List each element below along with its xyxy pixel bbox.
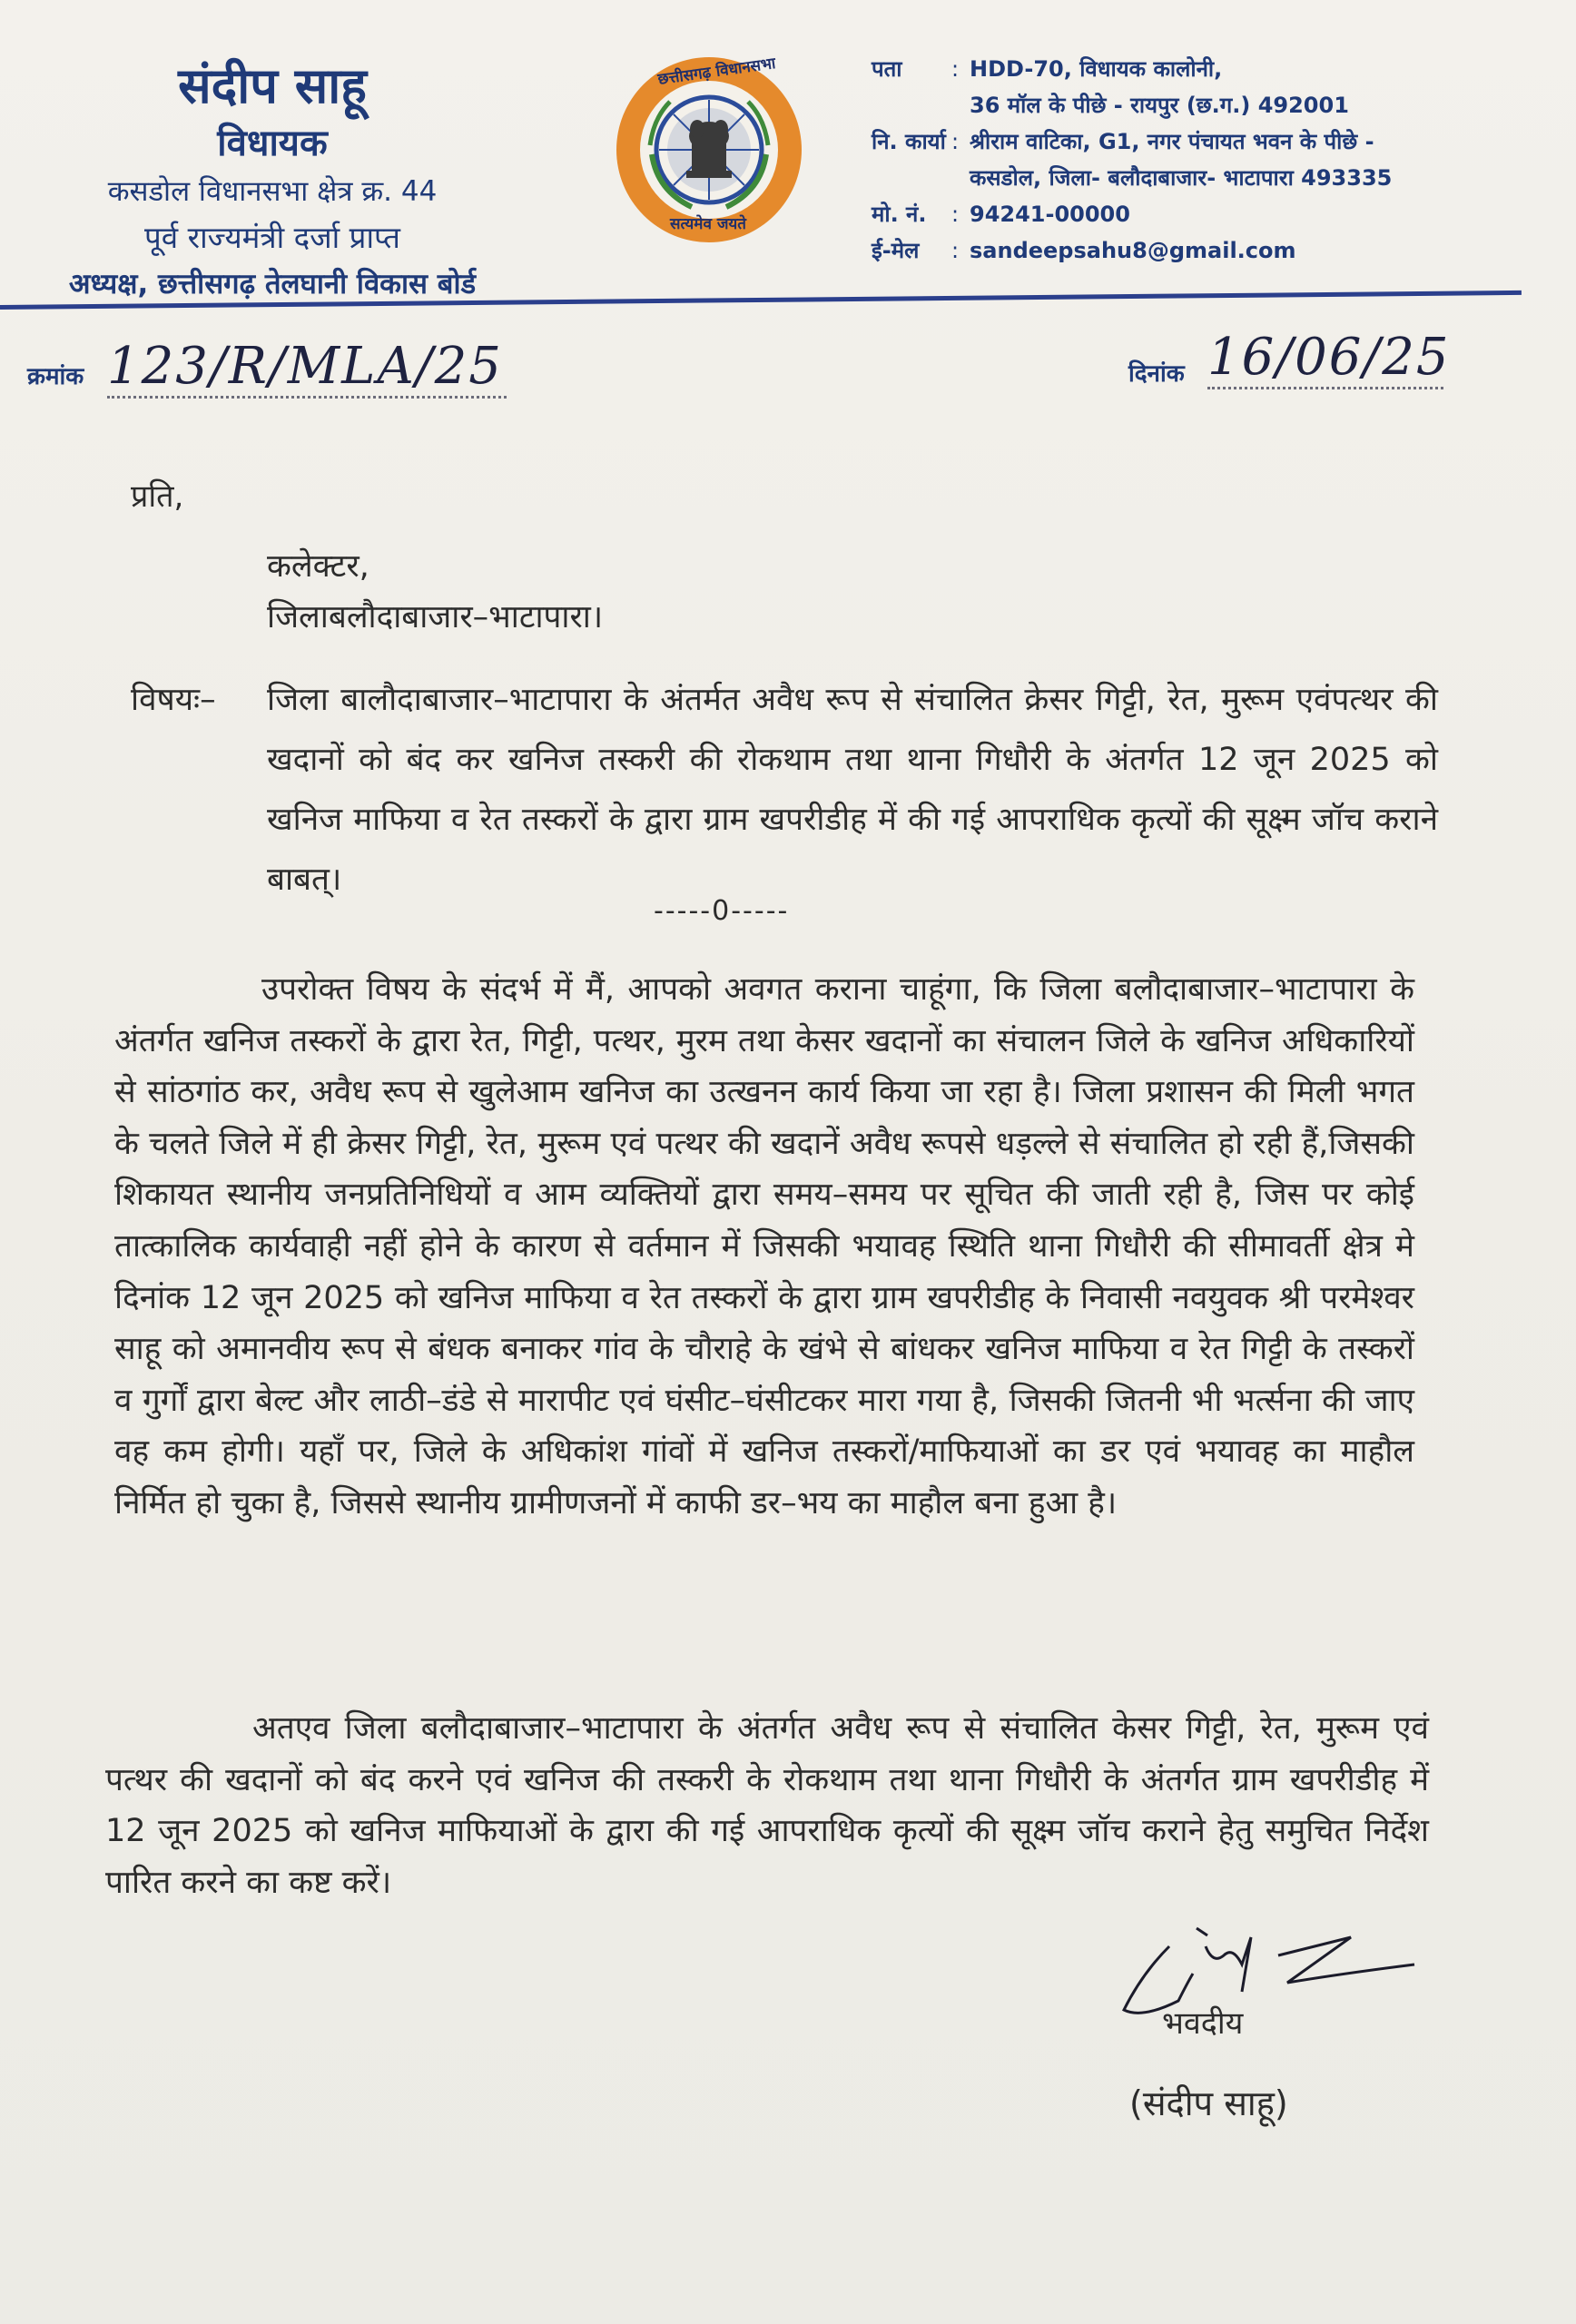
office-label: नि. कार्या [872, 129, 946, 154]
subject-text: जिला बालौदाबाजार–भाटापारा के अंतर्मत अवैध रूप से संचालित क्रेसर गिट्टी, रेत, मुरूम एवंपत्थर की खदानों को बंद कर खनिज तस्करी की रोकथाम तथा थाना गिधौरी के अंतर्गत 12 जून 2025 को खनिज माफिया व रेत तस्करों के द्वारा ग्राम खपरीडीह में की गई आपराधिक कृत्यों की सूक्ष्म जॉच कराने बाबत्। [267, 682, 1438, 898]
signer-name: (संदीप साहू) [1129, 2083, 1288, 2123]
seal-top-text: छत्तीसगढ़ विधानसभा [656, 54, 777, 89]
date-value: 16/06/25 [1207, 329, 1443, 389]
addressee [267, 541, 603, 643]
address-value: HDD-70, विधायक कालोनी, [970, 56, 1223, 82]
closing-salutation: भवदीय [1162, 2005, 1244, 2042]
mla-name: संदीप साहू [178, 57, 367, 114]
letterhead-identity [18, 54, 527, 307]
office-label [872, 160, 951, 196]
mla-designation: विधायक [217, 123, 328, 164]
addressee-title: कलेक्टर, [267, 548, 369, 585]
request-paragraph: अतएव जिला बलौदाबाजार–भाटापारा के अंतर्गत अवैध रूप से संचालित केसर गिट्टी, रेत, मुरूम एवं पत्थर की खदानों को बंद करने एवं खनिज की तस्करी के रोकथाम तथा थाना गिधौरी के अंतर्गत ग्राम खपरीडीह में 12 जून 2025 को खनिज माफियाओं के द्वारा की गई आपराधिक कृत्यों की सूक्ष्म जॉच कराने हेतु समुचित निर्देश पारित करने का कष्ट करें। [105, 1710, 1429, 1901]
reference-number: 123/R/MLA/25 [107, 338, 507, 399]
addressee-district: जिलाबलौदाबाजार–भाटापारा। [267, 599, 604, 635]
subject-label: विषयः– [131, 682, 216, 718]
address-value: 36 मॉल के पीछे - रायपुर (छ.ग.) 492001 [970, 93, 1349, 118]
to-label: प्रति, [131, 478, 184, 515]
address-row: पता : HDD-70, विधायक कालोनी, [872, 51, 1543, 87]
office-value: श्रीराम वाटिका, G1, नगर पंचायत भवन के पीछे - [970, 129, 1374, 154]
reference-label: क्रमांक [27, 363, 84, 390]
separator: -----0----- [654, 895, 790, 927]
phone-value: 94241-00000 [970, 202, 1130, 227]
phone-label: मो. नं. [872, 202, 927, 227]
office-row: नि. कार्या : श्रीराम वाटिका, G1, नगर पंचायत भवन के पीछे - [872, 123, 1543, 160]
body-paragraph: उपरोक्त विषय के संदर्भ में मैं, आपको अवगत कराना चाहूंगा, कि जिला बलौदाबाजार–भाटापारा के अंतर्गत खनिज तस्करों के द्वारा रेत, गिट्टी, पत्थर, मुरम तथा केसर खदानों का संचालन जिले के खनिज अधिकारियों से सांठगांठ कर, अवैध रूप से खुलेआम खनिज का उत्खनन कार्य किया जा रहा है। जिला प्रशासन की मिली भगत के चलते जिले में ही क्रेसर गिट्टी, रेत, मुरूम एवं पत्थर की खदानें अवैध रूपसे धड़ल्ले से संचालित हो रही हैं,जिसकी शिकायत स्थानीय जनप्रतिनिधियों व आम व्यक्तियों द्वारा समय–समय पर सूचित की जाती रही है, जिस पर कोई तात्कालिक कार्यवाही नहीं होने के कारण से वर्तमान में जिसकी भयावह स्थिति थाना गिधौरी की सीमावर्ती क्षेत्र मे दिनांक 12 जून 2025 को खनिज माफिया व रेत तस्करों के द्वारा ग्राम खपरीडीह के निवासी नवयुवक श्री परमेश्वर साहू को अमानवीय रूप से बंधक बनाकर गांव के चौराहे के खंभे से बांधकर खनिज माफिया व रेत गिट्टी के तस्करों व गुर्गों द्वारा बेल्ट और लाठी–डंडे से मारापीट एवं घंसीट–घंसीटकर मारा गया है, जिसकी जितनी भी भर्त्सना की जाए वह कम होगी। यहॉं पर, जिले के अधिकांश गांवों में खनिज तस्करों/माफियाओं का डर एवं भयावह का माहौल निर्मित हो चुका है, जिससे स्थानीय ग्रामीणजनों में काफी डर–भय का माहौल बना हुआ है। [114, 971, 1414, 1521]
email-row: ई-मेल : sandeepsahu8@gmail.com [872, 232, 1543, 269]
date-label: दिनांक [1128, 360, 1185, 388]
assembly-seal-emblem [614, 54, 804, 245]
constituency: कसडोल विधानसभा क्षेत्र क्र. 44 [107, 175, 438, 208]
office-value: कसडोल, जिला- बलौदाबाजार- भाटापारा 493335 [970, 165, 1393, 191]
seal-bottom-text: सत्यमेव जयते [670, 215, 746, 233]
subject-block [131, 670, 1438, 910]
former-rank: पूर्व राज्यमंत्री दर्जा प्राप्त [144, 220, 400, 255]
office-row [872, 160, 1543, 196]
address-label [872, 87, 951, 123]
phone-row: मो. नं. : 94241-00000 [872, 196, 1543, 232]
address-row [872, 87, 1543, 123]
email-label: ई-मेल [872, 238, 920, 263]
board-chair: अध्यक्ष, छत्तीसगढ़ तेलघानी विकास बोर्ड [68, 268, 477, 300]
letterhead-contact [872, 51, 1543, 269]
handwritten-signature [1106, 1910, 1433, 2037]
email-value: sandeepsahu8@gmail.com [970, 238, 1296, 263]
address-label: पता [872, 56, 902, 82]
